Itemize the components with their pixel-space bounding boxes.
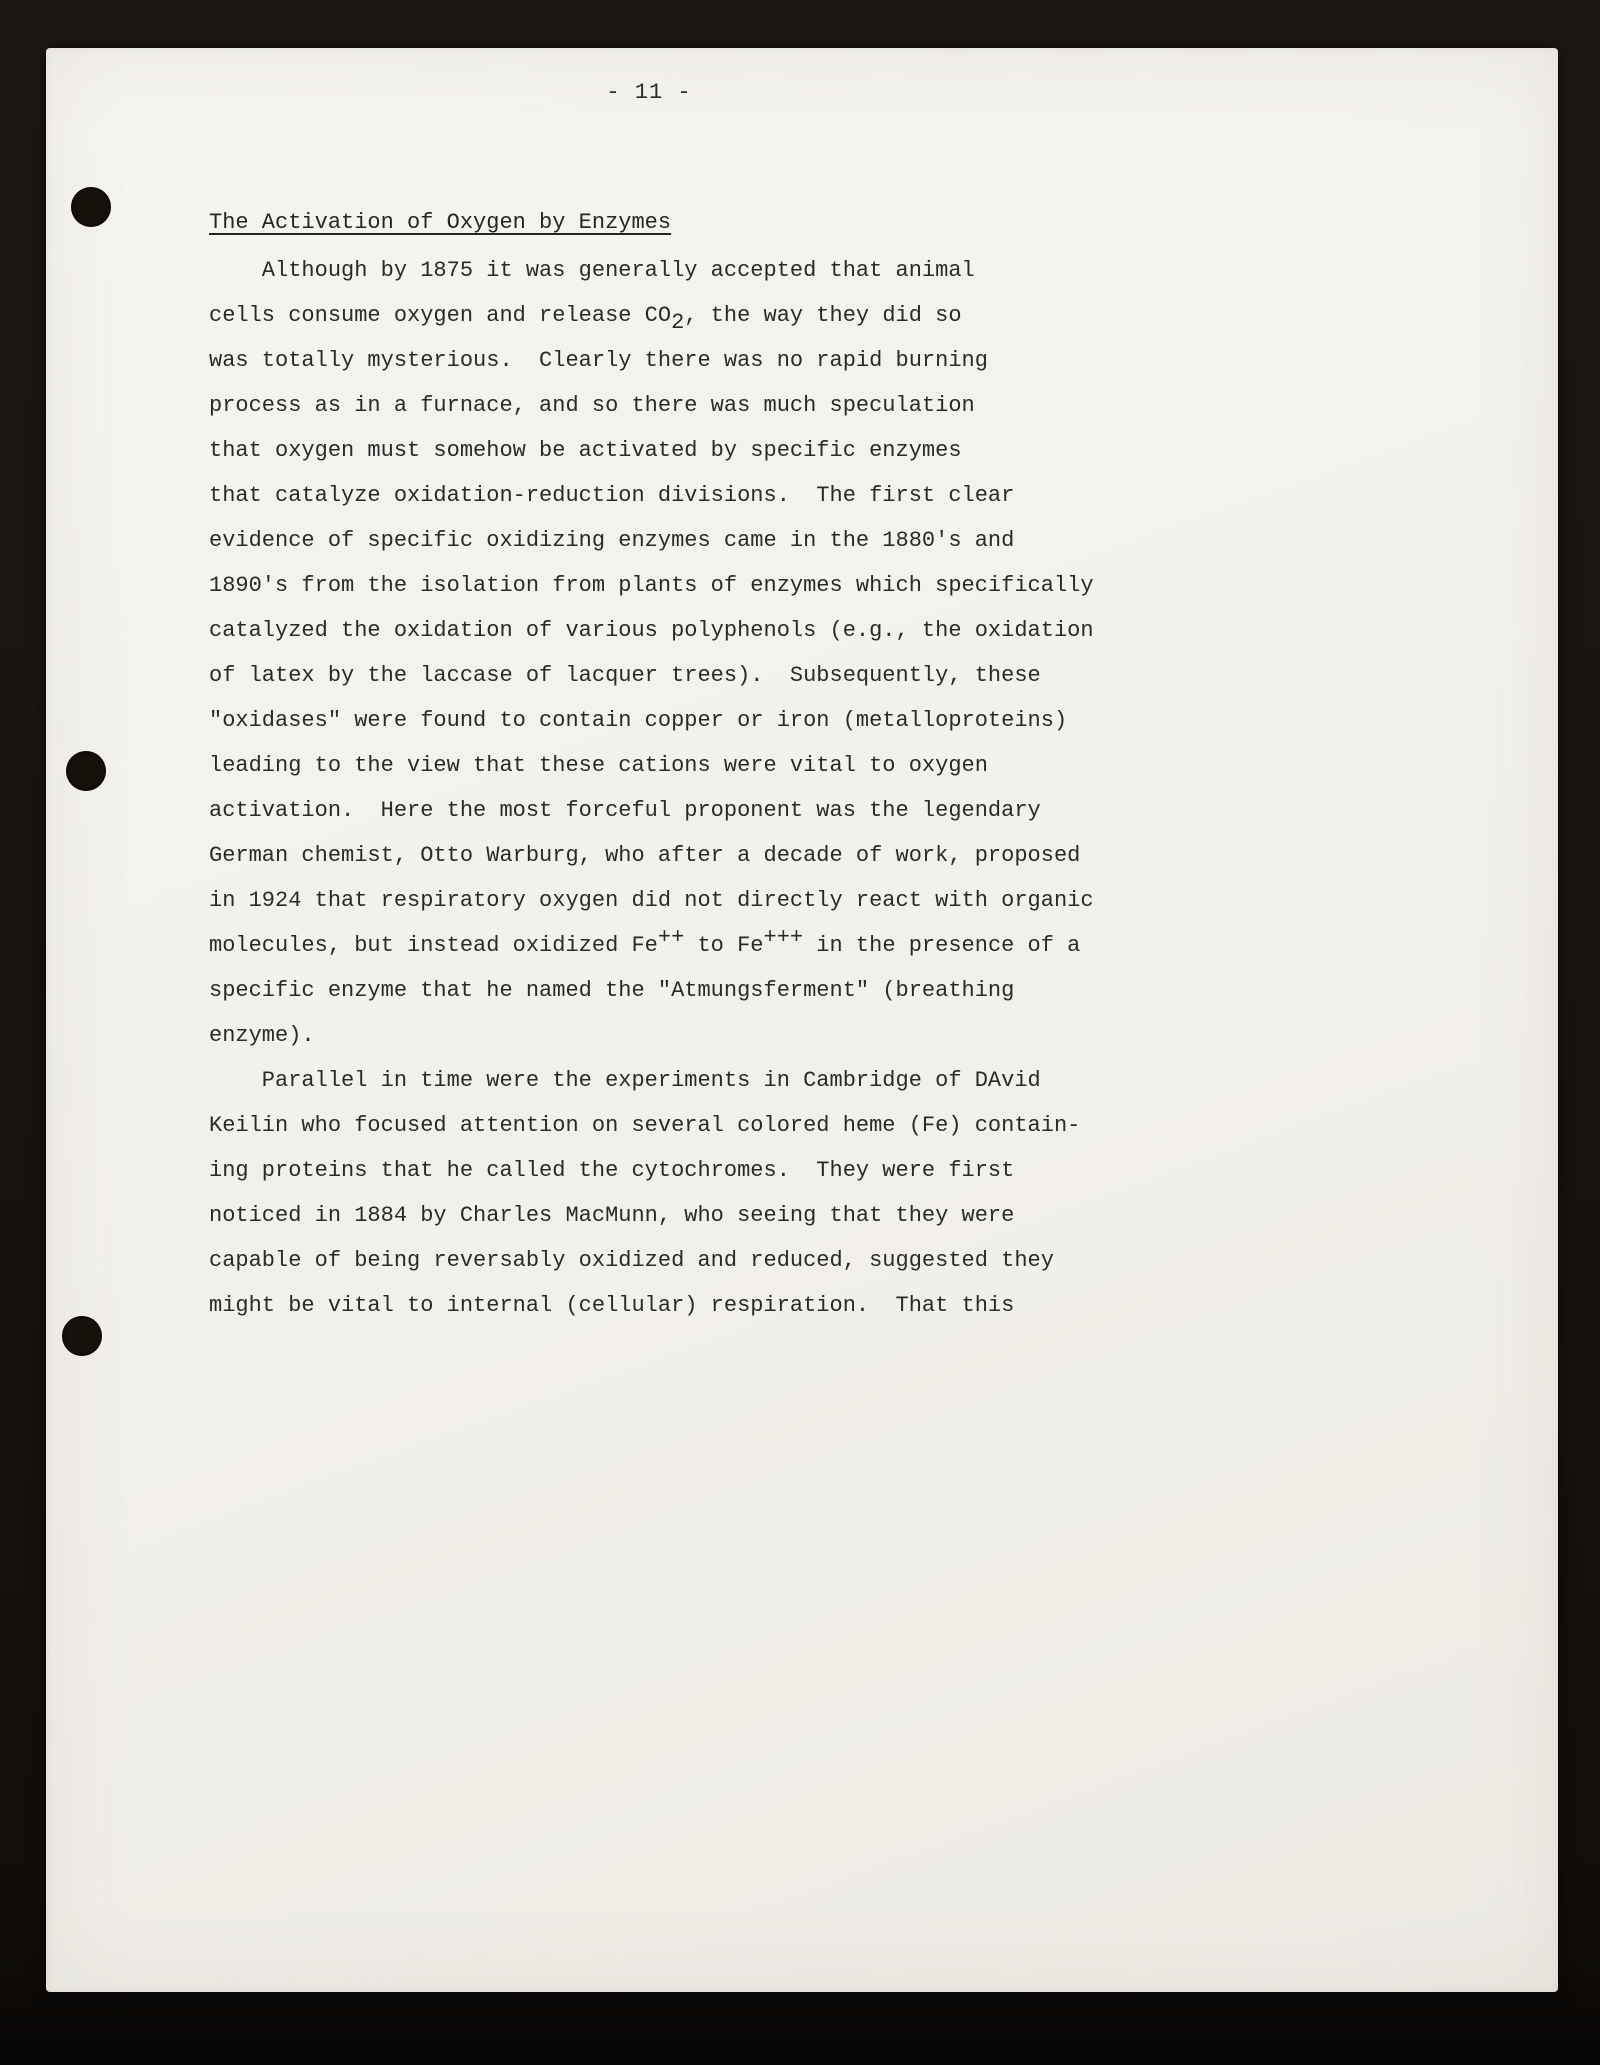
text-line: was totally mysterious. Clearly there was no rapid burning [209,348,988,373]
text-line: evidence of specific oxidizing enzymes came in the 1880's and [209,528,1015,553]
hole-punch [66,751,106,791]
text-line: in 1924 that respiratory oxygen did not directly react with organic [209,888,1094,913]
text-line: activation. Here the most forceful proponent was the legendary [209,798,1041,823]
text-line: molecules, but instead oxidized Fe++ to Fe+++ in the presence of a [209,924,1081,958]
text-line: 1890's from the isolation from plants of enzymes which specifically [209,573,1094,598]
text-line: that oxygen must somehow be activated by specific enzymes [209,438,962,463]
text-line: noticed in 1884 by Charles MacMunn, who seeing that they were [209,1203,1015,1228]
text-line: that catalyze oxidation-reduction divisions. The first clear [209,483,1015,508]
page-number: - 11 - [606,80,692,105]
text-line: ing proteins that he called the cytochromes. They were first [209,1158,1015,1183]
text-line: cells consume oxygen and release CO2, the way they did so [209,303,962,335]
text-line: process as in a furnace, and so there was much speculation [209,393,975,418]
hole-punch [71,187,111,227]
text-line: enzyme). [209,1023,315,1048]
document-body [209,248,1094,1328]
text-line: catalyzed the oxidation of various polyphenols (e.g., the oxidation [209,618,1094,643]
text-line: might be vital to internal (cellular) respiration. That this [209,1293,1015,1318]
text-line: specific enzyme that he named the "Atmungsferment" (breathing [209,978,1015,1003]
text-line: Parallel in time were the experiments in Cambridge of DAvid [209,1068,1041,1093]
text-line: "oxidases" were found to contain copper or iron (metalloproteins) [209,708,1068,733]
hole-punch [62,1316,102,1356]
text-line: German chemist, Otto Warburg, who after a decade of work, proposed [209,843,1081,868]
text-line: Although by 1875 it was generally accepted that animal [209,258,975,283]
text-line: of latex by the laccase of lacquer trees). Subsequently, these [209,663,1041,688]
text-line: capable of being reversably oxidized and reduced, suggested they [209,1248,1054,1273]
section-heading: The Activation of Oxygen by Enzymes [209,210,672,235]
text-line: leading to the view that these cations were vital to oxygen [209,753,988,778]
text-line: Keilin who focused attention on several colored heme (Fe) contain- [209,1113,1081,1138]
document-page [46,48,1558,1992]
